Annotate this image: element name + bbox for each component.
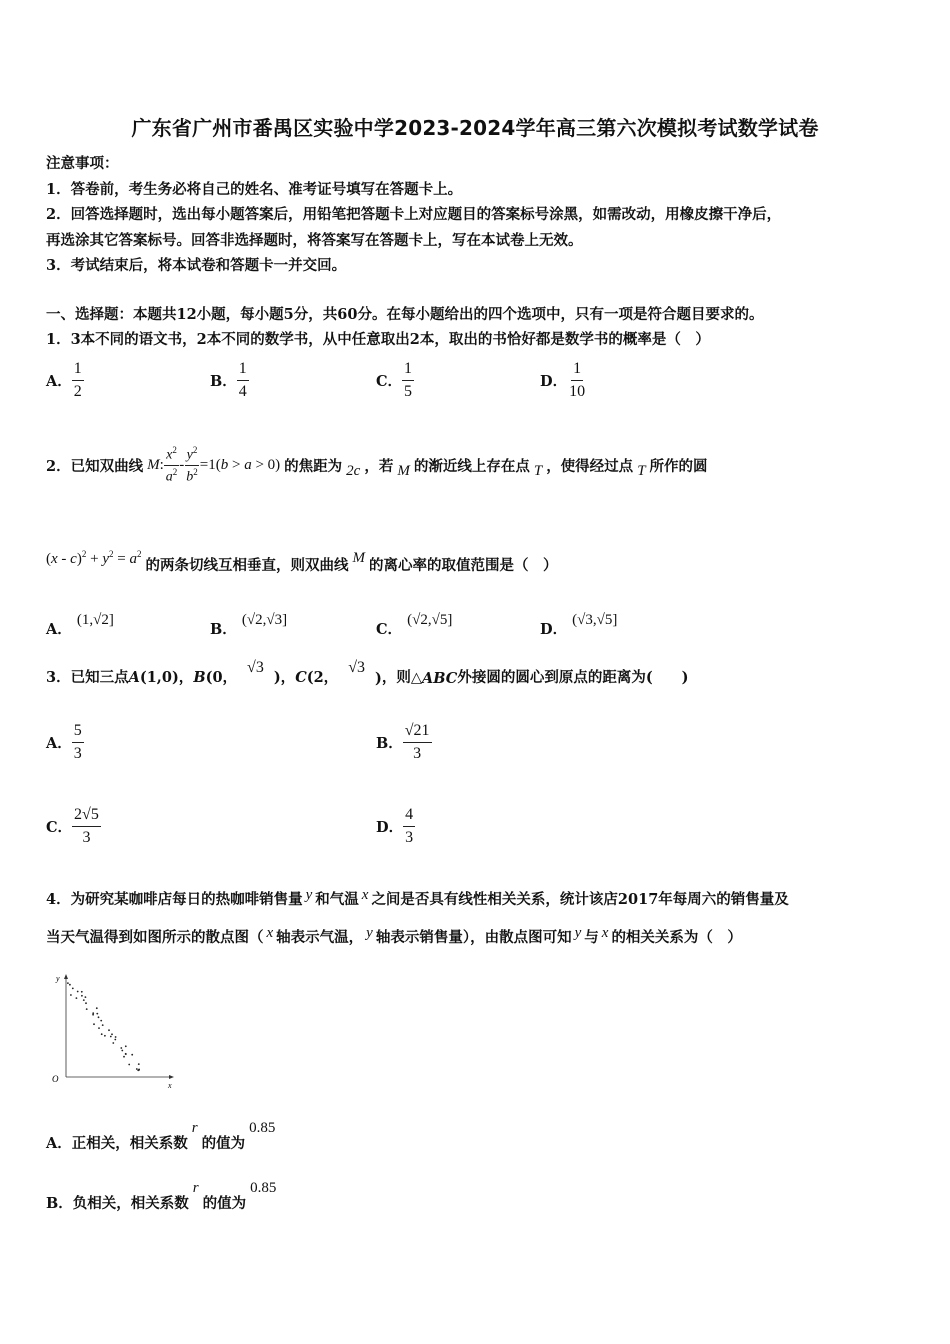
circle-equation: $(x - c)^2 + y^2 = a^2$ xyxy=(46,549,142,567)
origin-label: O xyxy=(52,1074,59,1084)
scatter-point xyxy=(137,1069,139,1071)
q3-option-b[interactable]: B． $\frac{√21}{3}$ xyxy=(376,722,430,762)
q3-option-c[interactable]: C． $\frac{2√5}{3}$ xyxy=(46,806,99,846)
q4-option-b[interactable]: B．负相关，相关系数 r 的值为 0.85 xyxy=(46,1180,277,1212)
scatter-point xyxy=(136,1068,138,1070)
hyperbola-equation: $\frac{x^2}{a^2}$ xyxy=(165,445,178,485)
x-axis-label: x xyxy=(168,1081,172,1090)
scatter-point xyxy=(104,1035,106,1037)
q2-option-b[interactable]: B． (√2,√3] xyxy=(210,612,288,638)
scatter-points xyxy=(67,982,140,1071)
scatter-point xyxy=(125,1045,127,1047)
scatter-point xyxy=(85,996,87,998)
notice-item: 再选涂其它答案标号。回答非选择题时，将答案写在答题卡上，写在本试卷上无效。 xyxy=(46,232,583,249)
q1-option-c[interactable]: C． $\frac{1}{5}$ xyxy=(376,360,413,400)
question-2-text: 2．已知双曲线 M : $\frac{x^2}{a^2}$ - $\frac{y^2}{b^2}$ =1(b > a > 0) 的焦距为 2c ，若 M 的渐近线上存在点 T ，使得经过点 T 所作的圆 xyxy=(46,445,708,485)
q3-option-d[interactable]: D． $\frac{4}{3}$ xyxy=(376,806,414,846)
question-2-text-line2: $(x - c)^2 + y^2 = a^2$ 的两条切线互相垂直，则双曲线 M 的离心率的取值范围是（ ） xyxy=(46,549,558,574)
scatter-point xyxy=(70,994,72,996)
scatter-point xyxy=(83,999,85,1001)
scatter-point xyxy=(77,991,79,993)
notice-item: 1．答卷前，考生务必将自己的姓名、准考证号填写在答题卡上。 xyxy=(46,181,463,198)
scatter-point xyxy=(96,1013,98,1015)
scatter-point xyxy=(98,1016,100,1018)
question-4-text-line2: 当天气温得到如图所示的散点图（ x 轴表示气温， y 轴表示销售量），由散点图可知 y 与 x 的相关关系为（ ） xyxy=(46,925,742,946)
scatter-point xyxy=(93,1023,95,1025)
scatter-point xyxy=(100,1020,102,1022)
scatter-point xyxy=(81,991,83,993)
notice-heading: 注意事项： xyxy=(46,155,119,172)
scatter-point xyxy=(108,1029,110,1031)
scatter-point xyxy=(112,1042,114,1044)
scatter-point xyxy=(85,1002,87,1004)
scatter-point xyxy=(86,1008,88,1010)
scatter-point xyxy=(138,1063,140,1065)
question-4-text: 4．为研究某咖啡店每日的热咖啡销售量 y 和气温 x 之间是否具有线性相关关系，统计该店2017年每周六的销售量及 xyxy=(46,887,789,908)
scatter-point xyxy=(98,1027,100,1029)
q1-option-b[interactable]: B． $\frac{1}{4}$ xyxy=(210,360,247,400)
scatter-plot-figure xyxy=(46,970,186,1090)
scatter-point xyxy=(69,984,71,986)
question-1-text: 1．3本不同的语文书，2本不同的数学书，从中任意取出2本，取出的书恰好都是数学书的概率是（ ） xyxy=(46,331,710,348)
scatter-point xyxy=(131,1054,133,1056)
scatter-point xyxy=(110,1036,112,1038)
scatter-point xyxy=(76,997,78,999)
scatter-point xyxy=(81,995,83,997)
scatter-point xyxy=(128,1064,130,1066)
scatter-point xyxy=(101,1033,103,1035)
scatter-point xyxy=(115,1036,117,1038)
section-heading: 一、选择题：本题共12小题，每小题5分，共60分。在每小题给出的四个选项中，只有一项是符合题目要求的。 xyxy=(46,306,764,323)
scatter-point xyxy=(123,1056,125,1058)
q4-option-a[interactable]: A．正相关，相关系数 r 的值为 0.85 xyxy=(46,1120,276,1152)
q3-option-a[interactable]: A． $\frac{5}{3}$ xyxy=(46,722,82,762)
scatter-point xyxy=(114,1039,116,1041)
q1-option-d[interactable]: D． $\frac{1}{10}$ xyxy=(540,360,586,400)
scatter-point xyxy=(96,1007,98,1009)
scatter-point xyxy=(92,1014,94,1016)
q1-option-a[interactable]: A． $\frac{1}{2}$ xyxy=(46,360,82,400)
notice-item: 3．考试结束后，将本试卷和答题卡一并交回。 xyxy=(46,257,347,274)
q2-option-d[interactable]: D． (√3,√5] xyxy=(540,612,618,638)
question-3-text: 3．已知三点 A(1,0)，B(0， √3 )，C(2， √3 ) ，则△ ABC 外接圆的圆心到原点的距离为( ) xyxy=(46,659,689,687)
scatter-point xyxy=(121,1050,123,1052)
q2-option-c[interactable]: C． (√2,√5] xyxy=(376,612,453,638)
scatter-point xyxy=(125,1053,127,1055)
scatter-point xyxy=(111,1033,113,1035)
scatter-point xyxy=(120,1047,122,1049)
notice-item: 2．回答选择题时，选出每小题答案后，用铅笔把答题卡上对应题目的答案标号涂黑，如需改动，用橡皮擦干净后， xyxy=(46,206,782,223)
page-title: 广东省广州市番禺区实验中学2023-2024学年高三第六次模拟考试数学试卷 xyxy=(131,116,819,140)
scatter-point xyxy=(67,982,69,984)
scatter-point xyxy=(102,1024,104,1026)
q2-option-a[interactable]: A． (1,√2] xyxy=(46,612,114,638)
scatter-point xyxy=(72,988,74,990)
y-axis-label: y xyxy=(56,974,60,983)
